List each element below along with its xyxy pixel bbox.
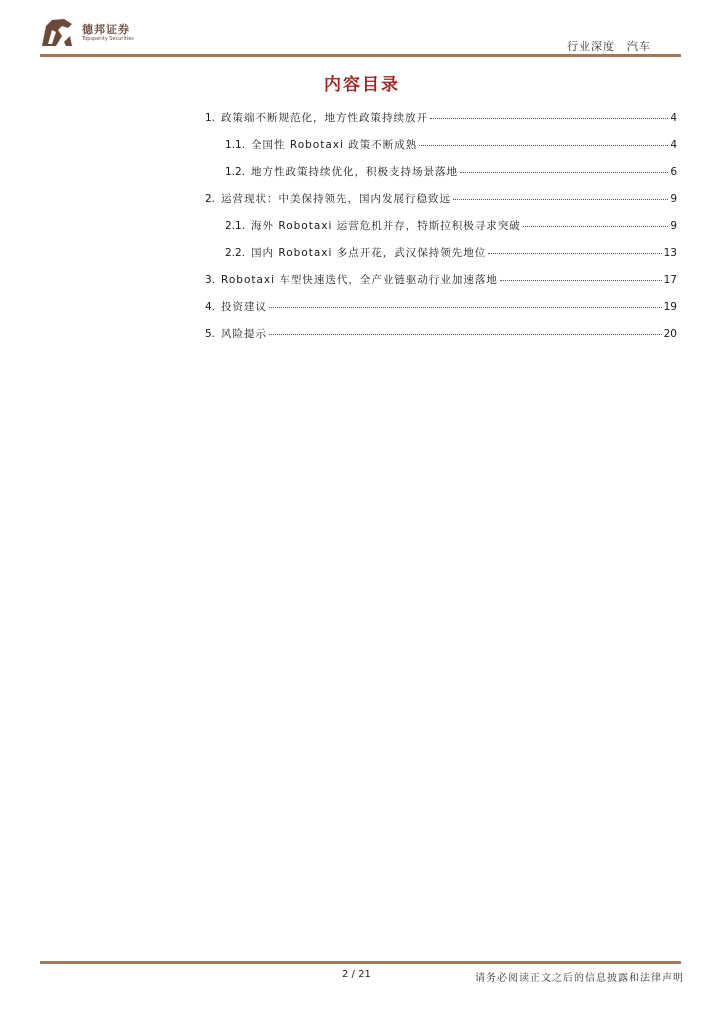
disclaimer-note: 请务必阅读正文之后的信息披露和法律声明 <box>475 973 684 984</box>
toc-entry[interactable] <box>225 245 677 260</box>
toc-entry-number: 2.1. <box>225 220 246 232</box>
toc-entry-page: 4 <box>670 112 677 124</box>
toc-leader-dots <box>488 253 661 254</box>
toc-entry-page: 6 <box>670 166 677 178</box>
toc-entry[interactable] <box>205 299 677 314</box>
toc-entry-title: 风险提示 <box>221 328 268 340</box>
toc-entry[interactable] <box>225 218 677 233</box>
toc-entry-number: 1. <box>205 112 216 124</box>
toc-entry-title: Robotaxi 车型快速迭代，全产业链驱动行业加速落地 <box>221 274 498 286</box>
toc-leader-dots <box>269 307 662 308</box>
toc-entry[interactable] <box>225 137 677 152</box>
toc-entry-title: 地方性政策持续优化，积极支持场景落地 <box>251 166 459 178</box>
header-divider <box>40 54 681 57</box>
toc-entry-number: 4. <box>205 301 216 313</box>
toc-leader-dots <box>460 172 668 173</box>
page-header <box>40 14 681 58</box>
toc-title: 内容目录 <box>324 75 400 95</box>
toc-entry-number: 1.1. <box>225 139 246 151</box>
toc-leader-dots <box>523 226 669 227</box>
toc-leader-dots <box>430 118 668 119</box>
toc-entry-page: 9 <box>670 193 677 205</box>
footer-divider <box>40 961 681 964</box>
toc-entry-title: 投资建议 <box>221 301 268 313</box>
toc-entry-title: 海外 Robotaxi 运营危机并存，特斯拉积极寻求突破 <box>251 220 521 232</box>
toc-entry-number: 5. <box>205 328 216 340</box>
toc-leader-dots <box>500 280 662 281</box>
toc-entry-title: 运营现状：中美保持领先，国内发展行稳致远 <box>221 193 452 205</box>
toc-entry-title: 全国性 Robotaxi 政策不断成熟 <box>251 139 418 151</box>
toc-entry-title: 政策端不断规范化，地方性政策持续放开 <box>221 112 429 124</box>
brand-logo <box>40 16 140 48</box>
toc-leader-dots <box>453 199 668 200</box>
toc-entry[interactable] <box>225 164 677 179</box>
toc-entry-title: 国内 Robotaxi 多点开花，武汉保持领先地位 <box>251 247 487 259</box>
toc-entry-page: 17 <box>663 274 677 286</box>
toc-entry[interactable] <box>205 110 677 125</box>
toc-entry-number: 3. <box>205 274 216 286</box>
toc-entry-page: 20 <box>663 328 677 340</box>
toc-entry-number: 1.2. <box>225 166 246 178</box>
page-number: 2 / 21 <box>342 969 371 980</box>
toc-entry[interactable] <box>205 272 677 287</box>
toc-leader-dots <box>269 334 662 335</box>
brand-name-cn: 德邦证券 <box>82 23 130 36</box>
toc-entry-page: 13 <box>663 247 677 259</box>
toc-entry-number: 2.2. <box>225 247 246 259</box>
toc-entry-page: 9 <box>670 220 677 232</box>
toc-leader-dots <box>419 145 668 146</box>
toc-entry-page: 4 <box>670 139 677 151</box>
toc-entry[interactable] <box>205 191 677 206</box>
toc-entry-number: 2. <box>205 193 216 205</box>
brand-name-en: Topsperity Securities <box>82 36 134 42</box>
toc-entry[interactable] <box>205 326 677 341</box>
report-section-label: 行业深度 汽车 <box>567 40 651 53</box>
toc-entry-page: 19 <box>663 301 677 313</box>
brand-logo-icon <box>40 16 74 48</box>
